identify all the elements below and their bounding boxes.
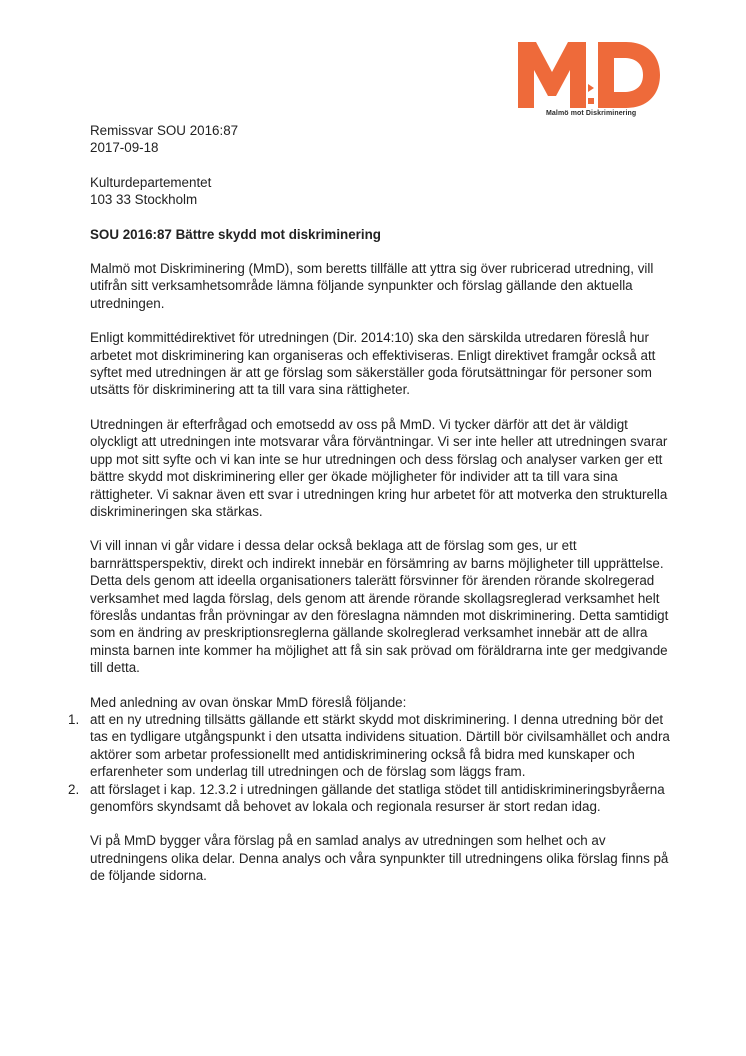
logo	[518, 40, 660, 122]
paragraph: Malmö mot Diskriminering (MmD), som beretts tillfälle att yttra sig över rubricerad utredning, vill utifrån sitt verksamhetsområde lämna följande synpunkter och förslag gällande den aktuella utredningen.	[90, 261, 654, 311]
paragraph: Enligt kommittédirektivet för utredningen (Dir. 2014:10) ska den särskilda utredaren föreslå hur arbetet mot diskriminering kan organiseras och effektiviseras. Enligt direktivet framgår också att syftet med utredningen är att ge förslag som säkerställer goda förutsättningar för personer som utsätts för diskriminering att ta till vara sina rättigheter.	[90, 330, 656, 398]
list-item	[68, 781, 670, 816]
closing-paragraph: Vi på MmD bygger våra förslag på en samlad analys av utredningen som helhet och av utredningens olika delar. Denna analys och våra synpunkter till utredningens olika förslag finns på de följande sidorna.	[90, 833, 669, 884]
list-intro: Med anledning av ovan önskar MmD föreslå följande:	[90, 694, 407, 710]
recipient-name: Kulturdepartementet	[90, 174, 212, 190]
logo-tagline: Malmö mot Diskriminering	[546, 110, 637, 117]
list-item-text: att en ny utredning tillsätts gällande ett stärkt skydd mot diskriminering. I denna utredning bör det tas en tydligare utgångspunkt i den utsatta individens situation. Därtill bör civilsamhället och andra aktörer som arbetar professionellt med antidiskriminering också få bidra med kunskaper och erfarenheter som underlag till utredningen och de förslag som läggs fram.	[90, 711, 670, 780]
logo-separator	[588, 84, 594, 92]
list-item-number: 1.	[68, 711, 80, 727]
list-item-number: 2.	[68, 781, 80, 797]
logo-separator-dot	[588, 98, 594, 104]
paragraph: Utredningen är efterfrågad och emotsedd av oss på MmD. Vi tycker därför att det är väldigt olyckligt att utredningen inte motsvarar våra förväntningar. Vi ser inte heller att utredningen svarar upp mot sitt syfte och vi kan inte se hur utredningen och dess förslag och analyser varken ger ett bättre skydd mot diskriminering eller ger ökade möjligheter för individer att ta till vara sina rättigheter. Vi saknar även ett svar i utredningen kring hur arbetet för att motverka den strukturella diskrimineringen ska stärkas.	[90, 416, 668, 519]
mmd-logo-mark	[518, 40, 660, 108]
logo-letter-m	[518, 42, 586, 108]
list-item-text: att förslaget i kap. 12.3.2 i utredningen gällande det statliga stödet till antidiskrimineringsbyråerna genomförs skyndsamt då behovet av lokala och regionala resurser är stort redan idag.	[90, 781, 665, 814]
paragraph: Vi vill innan vi går vidare i dessa delar också beklaga att de förslag som ges, ur ett barnrättsperspektiv, direkt och indirekt innebär en försämring av barns möjligheter till upprättelse. Detta dels genom att ideella organisationers talerätt försvinner för ärenden rörande skolregerad verksamhet med lagda förslag, dels genom att ärende rörande skollagsreglerad verksamhet helt föreslås undantas från prövningar av den föreslagna nämnden mot diskriminering. Detta samtidigt som en ändring av preskriptionsreglerna gällande skolreglerad verksamhet innebär att de allra minsta barnen inte kommer ha möjlighet att få sin sak prövad om föräldrarna inte ger medgivande till detta.	[90, 538, 669, 676]
letter-body	[68, 122, 670, 885]
list-item	[68, 711, 670, 781]
reference: Remissvar SOU 2016:87	[90, 123, 239, 138]
subject-heading: SOU 2016:87 Bättre skydd mot diskriminering	[90, 226, 381, 242]
proposal-list	[68, 711, 670, 815]
logo-letter-d	[598, 42, 660, 108]
letter-date: 2017-09-18	[90, 140, 159, 156]
recipient-address: 103 33 Stockholm	[90, 192, 198, 208]
